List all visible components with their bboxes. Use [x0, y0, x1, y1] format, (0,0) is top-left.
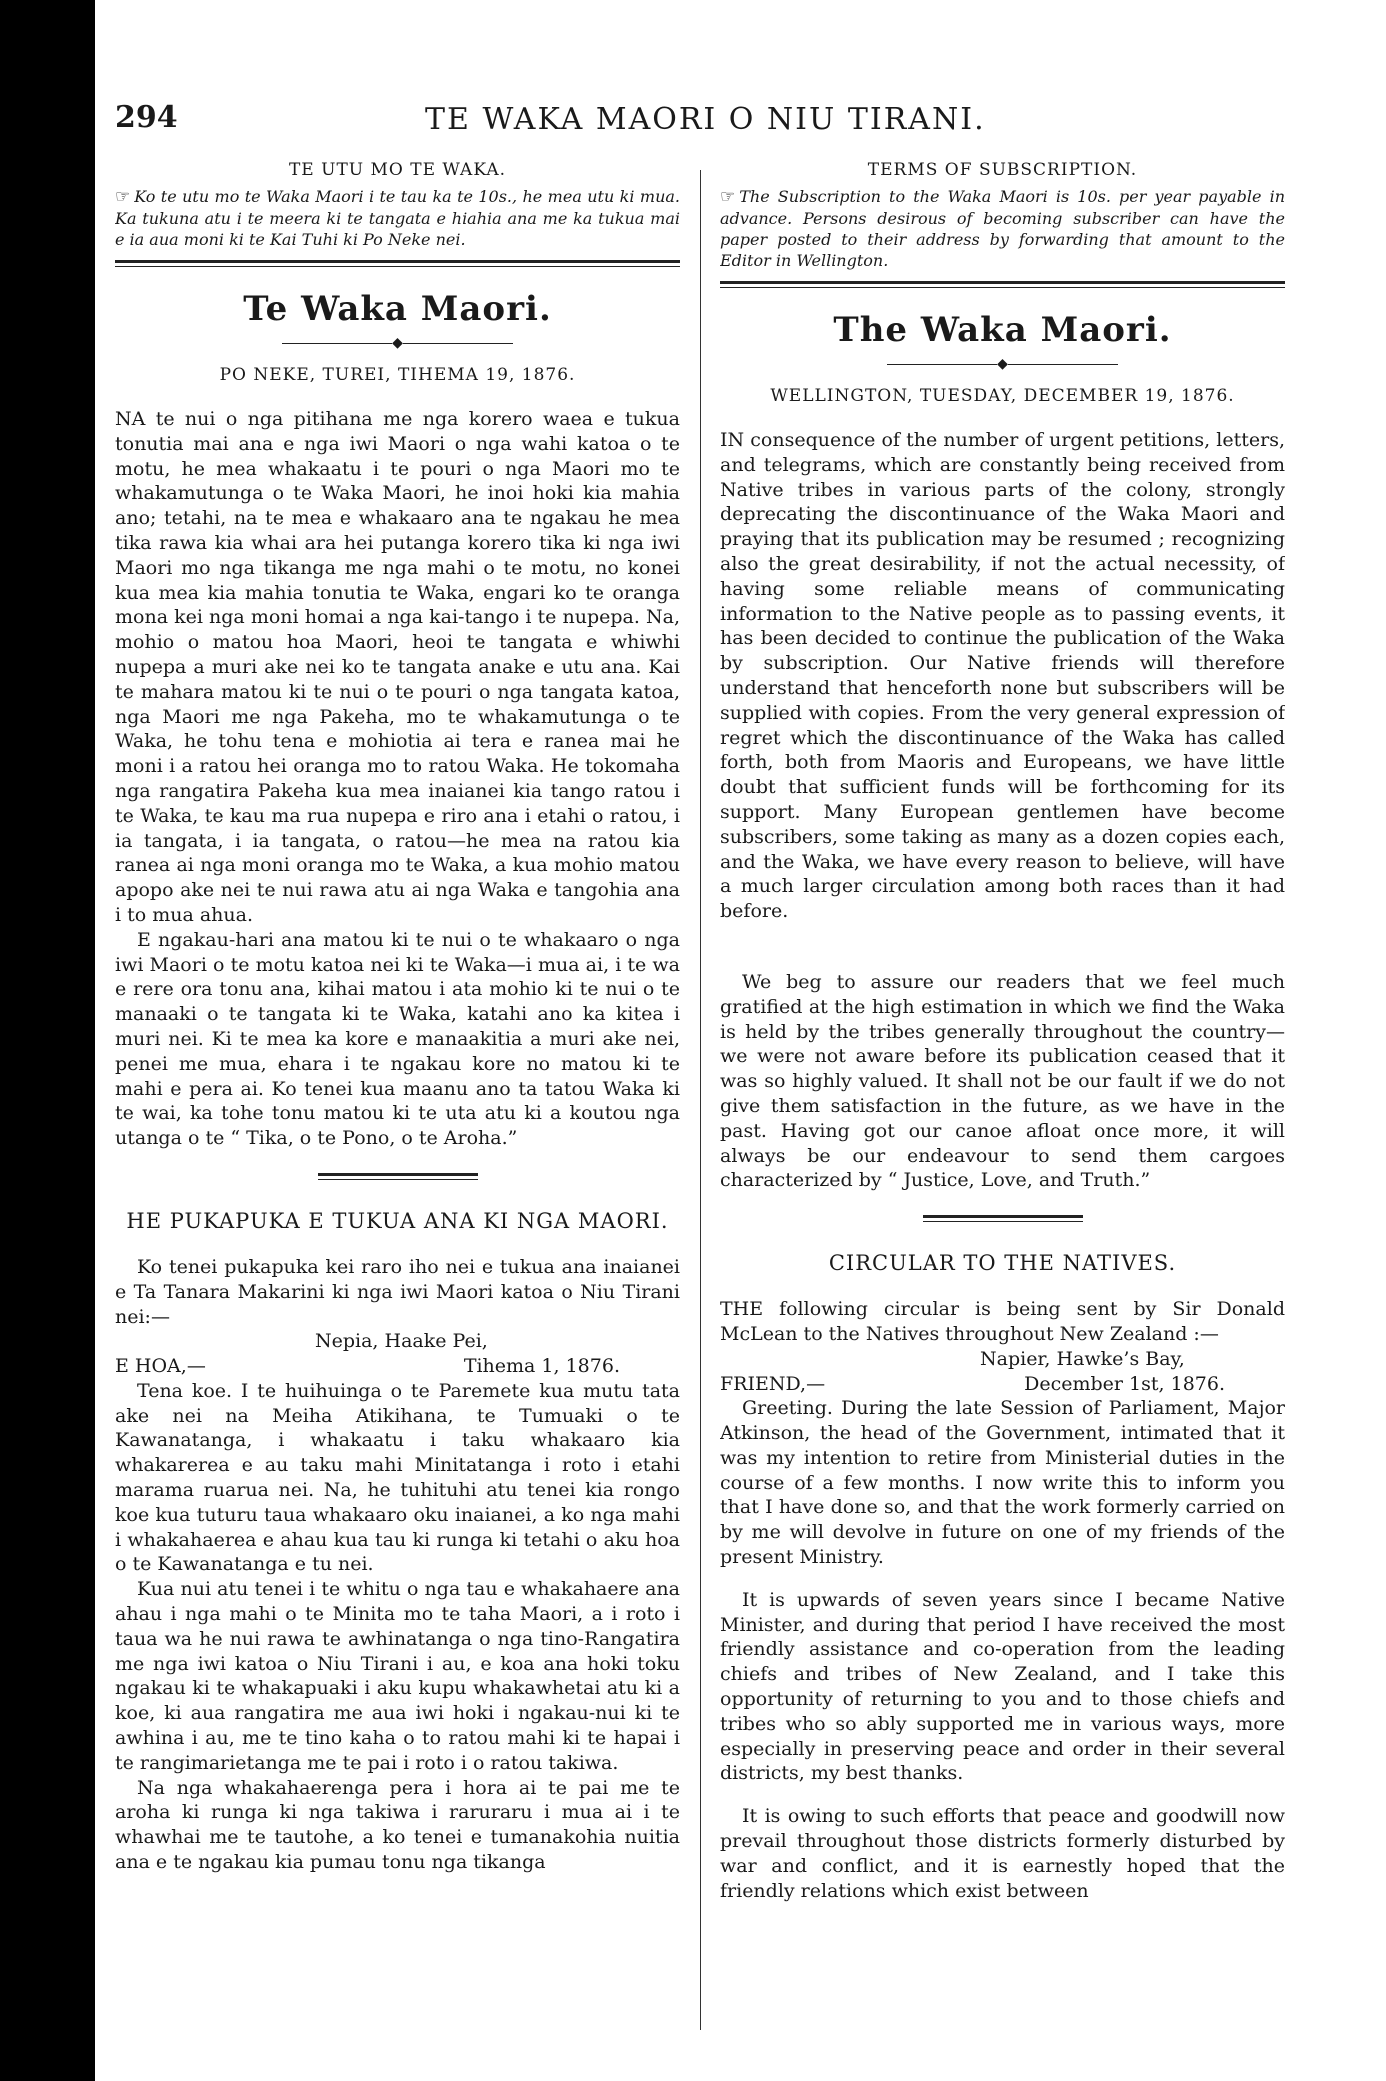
editorial-paragraph: IN consequence of the number of urgent petitions, letters, and telegrams, which are constantly being received from Native tribes in various parts of the colony, strongly deprecating the discontinuance of the Waka Maori and praying that its publication may be resumed ; recognizing also the great desirability, if not the actual necessity, of having some reliable means of communicating information to the Native people as to passing events, it has been decided to continue the publication of the Waka by subscription. Our Native friends will therefore understand that henceforth none but subscribers will be supplied with copies. From the very general expression of regret which the discontinuance of the Waka has called forth, both from Maoris and Europeans, we have little doubt that sufficient funds will be forthcoming for its support. Many European gentlemen have become subscribers, some taking as many as a dozen copies each, and the Waka, we have every reason to believe, will have a much larger circulation among both races than it had before.: [720, 429, 1285, 923]
dateline: PO NEKE, TUREI, TIHEMA 19, 1876.: [219, 365, 576, 385]
section-title: CIRCULAR TO THE NATIVES.: [828, 1251, 1177, 1276]
editorial-paragraph: We beg to assure our readers that we feel much gratified at the high estimation in which we find the Waka is held by the tribes generally throughout the country—we were not aware before its publication ceased that it was so highly valued. It shall not be our fault if we do not give them satisfaction in the future, as we have in the past. Having got our canoe afloat once more, it will always be our endeavour to send them cargoes characterized by “ Justice, Love, and Truth.”: [720, 970, 1285, 1192]
letter-paragraph: It is upwards of seven years since I became Native Minister, and during that period I have received the most friendly assistance and co-operation from the leading chiefs and tribes of New Zealand, and I take this opportunity of returning to you and to those chiefs and tribes who so ably supported me in various ways, more especially in preserving peace and order in their several districts, my best thanks.: [720, 1588, 1285, 1785]
letter-salutation: E HOA,—: [115, 1355, 206, 1378]
section-title: HE PUKAPUKA E TUKUA ANA KI NGA MAORI.: [126, 1208, 669, 1233]
paragraph-gap: [720, 924, 1285, 970]
pointing-hand-icon: ☞: [720, 187, 736, 207]
letter-intro: Ko tenei pukapuka kei raro iho nei e tukua ana inaianei e Ta Tanara Makarini ki nga iwi Maori katoa o Niu Tirani nei:—: [115, 1255, 680, 1328]
letter-place: Napier, Hawke’s Bay,: [980, 1347, 1185, 1370]
section-rule: [318, 1173, 478, 1180]
double-rule: [115, 260, 680, 267]
letter-paragraph: Tena koe. I te huihuinga o te Paremete kua mutu tata ake nei na Meiha Atikihana, te Tumuaki o te Kawanatanga, i whakaatu i taku whakaaro kia whakarerea e au taku mahi Minitatanga i roto i etahi marama ruarua nei. Na, he tuhituhi atu tenei kia rongo koe kua tuturu taua whakaaro oku inaianei, a ko nga mahi i whakahaerea e ahau kua tau ki runga ki tetahi o aku hoa o te Kawanatanga e tu nei.: [115, 1379, 680, 1576]
subscription-box-text: ☞ The Subscription to the Waka Maori is 10s. per year payable in advance. Persons desirous of becoming subscriber can have the paper posted to their address by forwarding that amount to the Editor in Wellington.: [720, 187, 1285, 270]
letter-date: Tihema 1, 1876.: [463, 1355, 620, 1378]
letter-date: December 1st, 1876.: [1024, 1372, 1225, 1395]
editorial-paragraph: E ngakau-hari ana matou ki te nui o te whakaaro o nga iwi Maori o te motu katoa nei ki te Waka—i mua ai, i te wa e rere ora tonu ana, kihai matou i ata mohio ki te nui o te manaaki o te tangata ki te Waka, katahi ano ka kitea i muri nei. Ki te mea ka kore e manaakitia a muri ake nei, penei me mua, ehara i te ngakau kore no matou ki te mahi e pera ai. Ko tenei kua maanu ano ta tatou Waka ki te wai, ka tohe tonu matou ki te uta atu ki a koutou nga utanga o te “ Tika, o te Pono, o te Aroha.”: [115, 928, 680, 1150]
running-title: TE WAKA MAORI O NIU TIRANI.: [425, 102, 986, 137]
letter-paragraph: It is owing to such efforts that peace and goodwill now prevail throughout those districts formerly disturbed by war and conflict, and it is earnestly hoped that the friendly relations which exist between: [720, 1805, 1285, 1902]
letter-intro: THE following circular is being sent by Sir Donald McLean to the Natives throughout New Zealand :—: [720, 1298, 1285, 1345]
subscription-box-title: TE UTU MO TE WAKA.: [288, 160, 507, 180]
letter-paragraph: Greeting. During the late Session of Parliament, Major Atkinson, the head of the Government, intimated that it was my intention to retire from Ministerial duties in the course of a few months. I now write this to inform you that I have done so, and that the work formerly carried on by me will devolve in future on one of my friends of the present Ministry.: [720, 1397, 1285, 1569]
subscription-box-title: TERMS OF SUBSCRIPTION.: [867, 160, 1138, 180]
letter-salutation: FRIEND,—: [720, 1372, 826, 1395]
paragraph-gap: [720, 1786, 1285, 1804]
column-divider: [700, 170, 701, 2030]
english-column: [720, 160, 1285, 2040]
masthead: The Waka Maori.: [833, 310, 1172, 350]
newspaper-page: [115, 100, 1305, 2050]
pointing-hand-icon: ☞: [115, 187, 131, 207]
letter-paragraph: Na nga whakahaerenga pera i hora ai te pai me te aroha ki runga ki nga takiwa i raruraru i mua ai i te whawhai me te tautohe, a ko tenei e tumanakohia nuitia ana e te ngakau kia pumau tonu nga tikanga: [115, 1776, 680, 1874]
scan-edge: [0, 0, 95, 2081]
page-number: 294: [115, 100, 178, 135]
ornament-rule: ◆: [115, 335, 680, 351]
maori-column: [115, 160, 680, 2040]
section-rule: [923, 1215, 1083, 1222]
letter-place: Nepia, Haake Pei,: [315, 1330, 488, 1353]
letter-paragraph: Kua nui atu tenei i te whitu o nga tau e whakahaere ana ahau i nga mahi o te Minita mo te taha Maori, a i roto i taua wa he nui rawa te awhinatanga o nga tino-Rangatira me nga iwi katoa o Niu Tirani i au, e koa ana hoki toku ngakau ki te whakapuaki i aku kupu whakawhetai atu ki a koe, ki aua rangatira me aua iwi hoki i ngakau-nui ki te awhina i au, me te tino kaha o to ratou mahi ki te hapai i te rangimarietanga me te pai i roto i o ratou takiwa.: [115, 1578, 680, 1774]
double-rule: [720, 281, 1285, 288]
editorial-paragraph: NA te nui o nga pitihana me nga korero waea e tukua tonutia mai ana e nga iwi Maori o nga wahi katoa o te motu, he mea whakaatu i te pouri o nga Maori mo te whakamutunga o te Waka Maori, he inoi hoki kia mahia ano; tetahi, na te mea e whakaaro ana te ngakau he mea tika rawa kia whai ara hei putanga korero tika ki nga iwi Maori mo nga tikanga me nga mahi o te motu, no konei kua mea kia mahia tonutia te Waka, engari ko te oranga mona kei nga moni homai a nga kai-tango i te nupepa. Na, mohio o matou hoa Maori, heoi te tangata e whiwhi nupepa a muri ake nei ko te tangata anake e utu ana. Kai te mahara matou ki te nui o te pouri o nga tangata katoa, nga Maori me nga Pakeha, mo te whakamutunga o te Waka, he tohu tena e mohiotia ai tera e ranea mai he moni i a ratou hei oranga mo to ratou Waka. He tokomaha nga rangatira Pakeha kua mea inaianei kia tango ratou i te Waka, te kau ma rua nupepa e riro ana i etahi o ratou, i ia tangata, i ia tangata, o ratou—he mea na ratou kia ranea ai nga moni oranga mo te Waka, a kua mohio matou apopo ake nei te nui rawa atu ai nga Waka e tangohia ana i to mua ahua.: [115, 408, 680, 926]
masthead: Te Waka Maori.: [243, 289, 552, 329]
letter-salutation-row: [720, 1372, 1285, 1397]
subscription-box-text: ☞ Ko te utu mo te Waka Maori i te tau ka te 10s., he mea utu ki mua. Ka tukuna atu i te meera ki te tangata e hiahia ana me ka tukua mai e ia aua moni ki te Kai Tuhi ki Po Neke nei.: [115, 187, 680, 249]
dateline: WELLINGTON, TUESDAY, DECEMBER 19, 1876.: [770, 386, 1235, 406]
letter-salutation-row: [115, 1354, 680, 1379]
paragraph-gap: [720, 1570, 1285, 1588]
ornament-rule: ◆: [720, 356, 1285, 372]
